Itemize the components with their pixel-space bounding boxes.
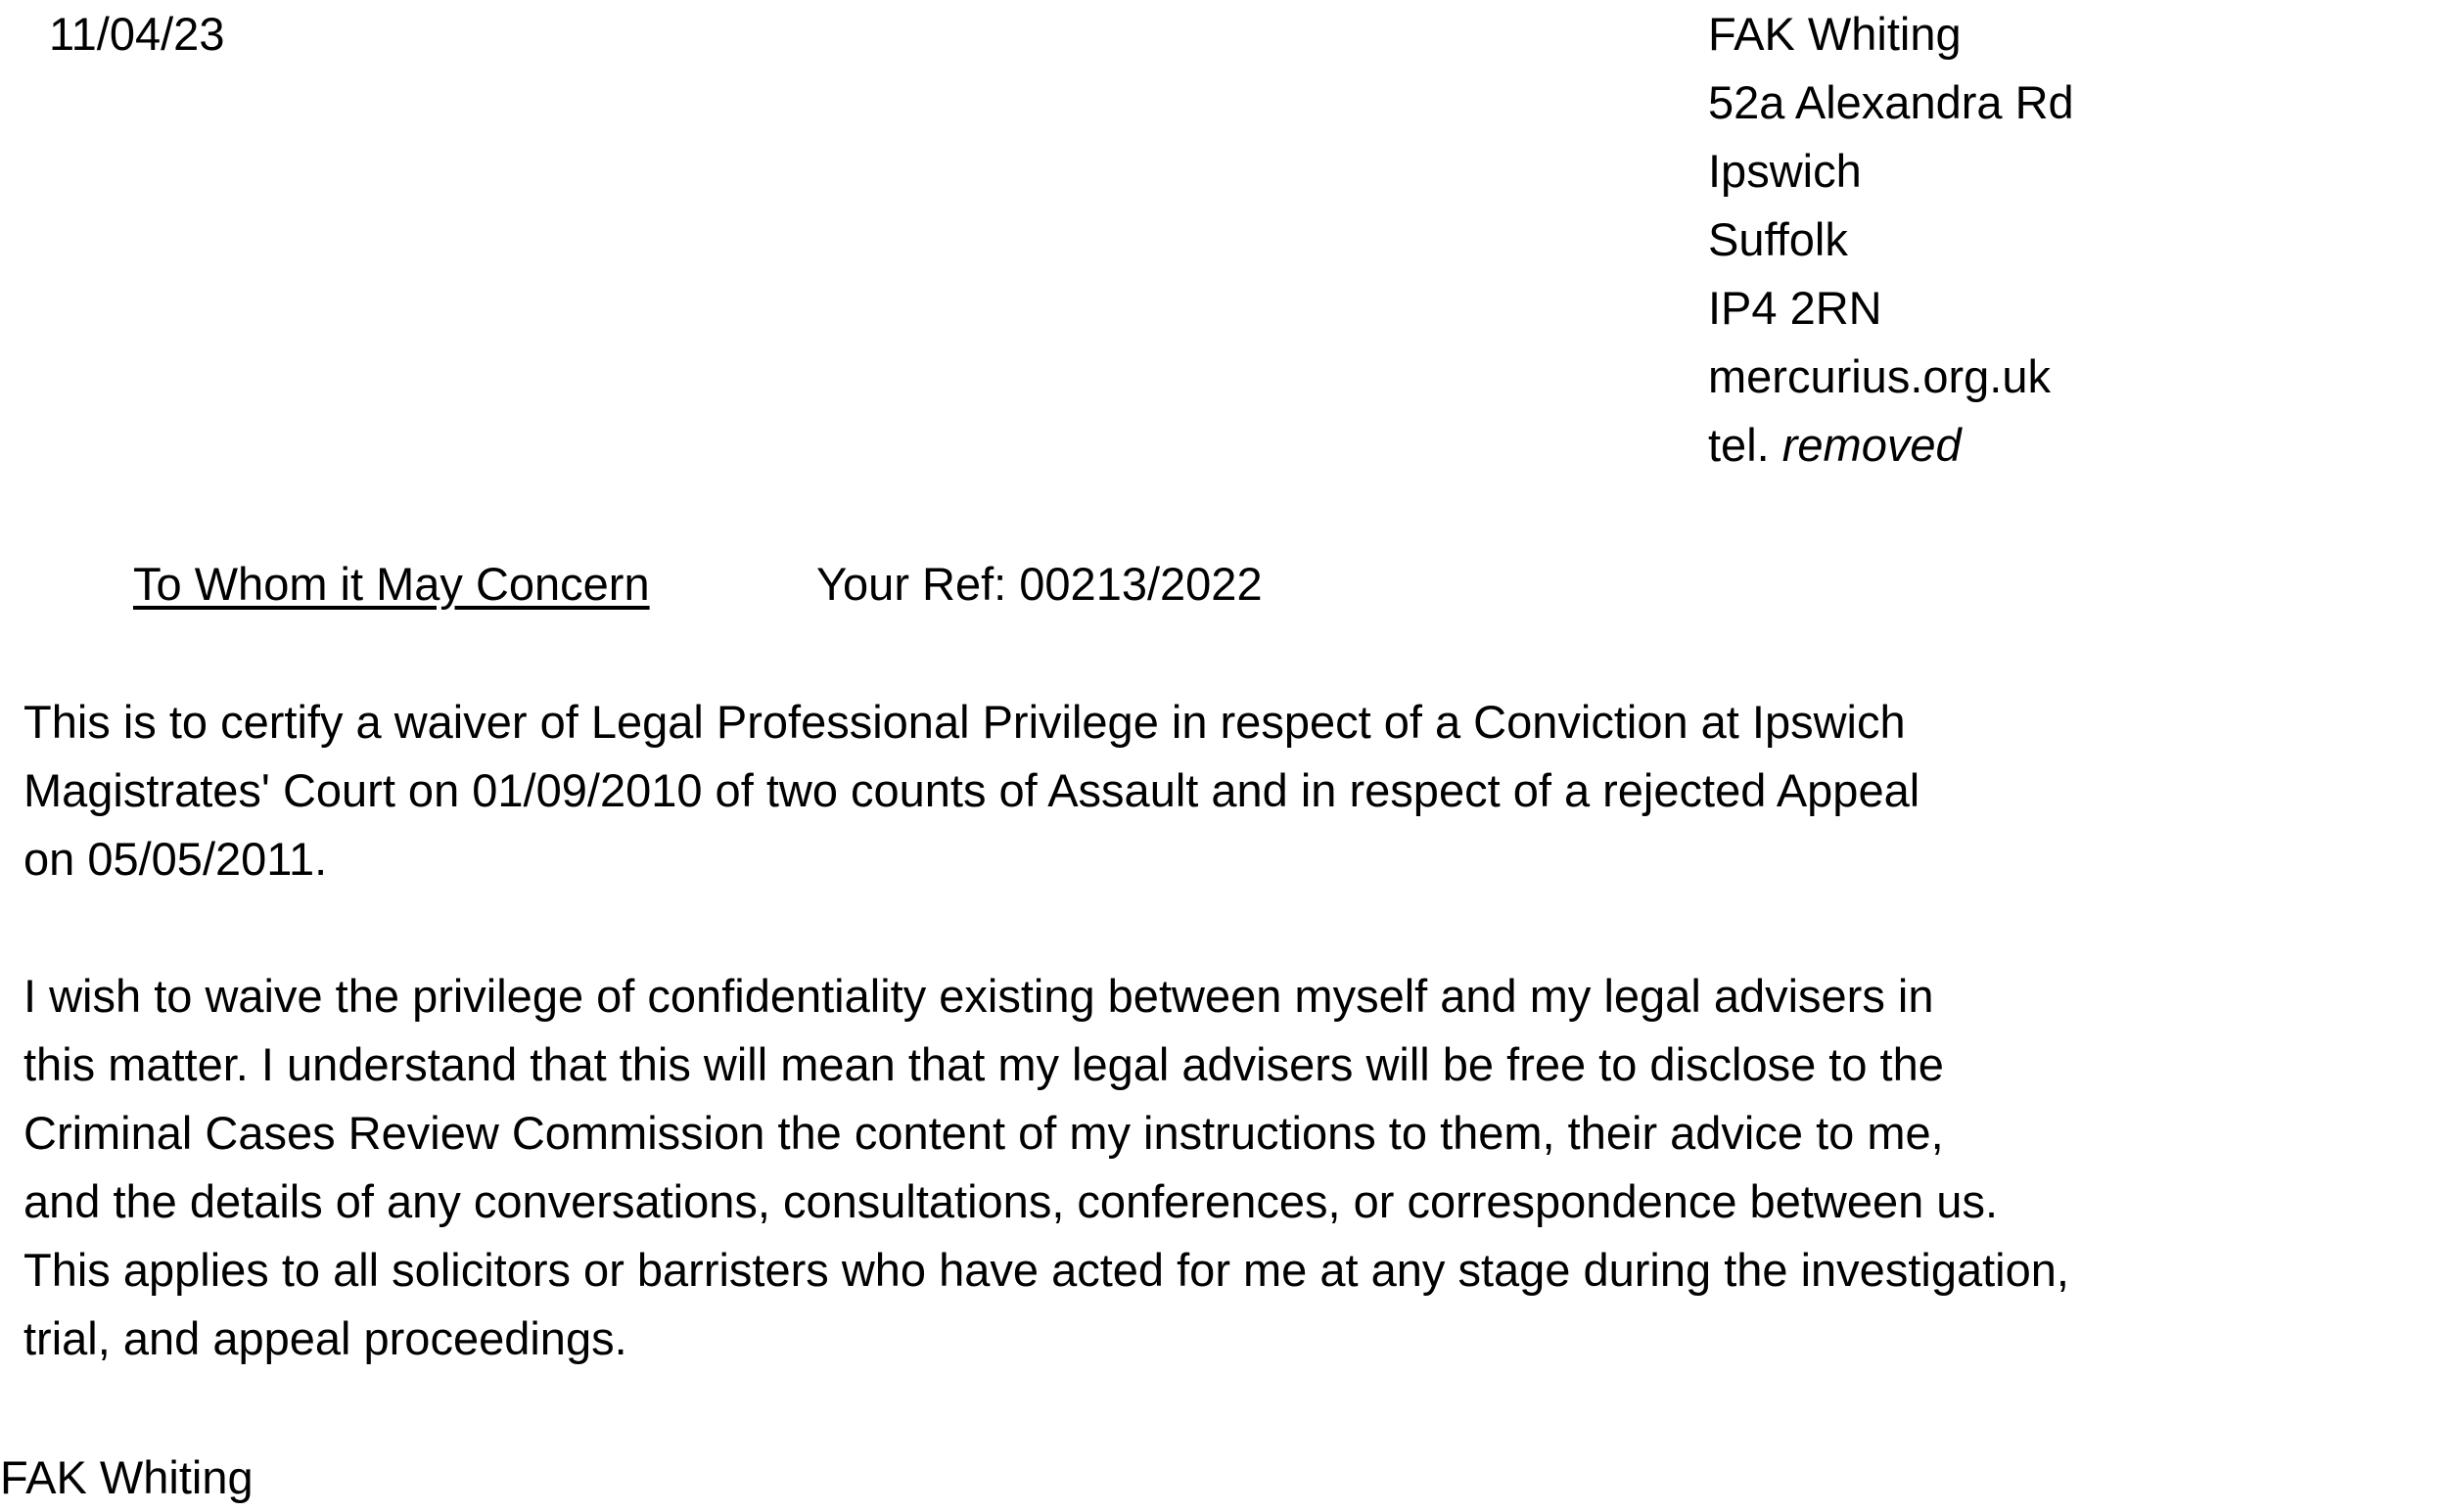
sender-tel — [1708, 411, 2074, 480]
paragraph-line: on 05/05/2011. — [23, 833, 328, 885]
sender-tel-label: tel. — [1708, 419, 1770, 471]
signature-name: FAK Whiting — [0, 1451, 254, 1503]
sender-address — [1708, 0, 2074, 480]
sender-street: 52a Alexandra Rd — [1708, 76, 2074, 128]
paragraph-waiver-details — [23, 962, 2069, 1373]
paragraph-line: Criminal Cases Review Commission the content of my instructions to them, their advice to me, — [23, 1107, 1944, 1159]
paragraph-line: and the details of any conversations, consultations, conferences, or correspondence between us. — [23, 1175, 1999, 1227]
sender-website: mercurius.org.uk — [1708, 350, 2051, 402]
paragraph-line: This applies to all solicitors or barristers who have acted for me at any stage during the investigation, — [23, 1244, 2069, 1296]
sender-name: FAK Whiting — [1708, 8, 1962, 60]
paragraph-line: this matter. I understand that this will mean that my legal advisers will be free to disclose to the — [23, 1038, 1944, 1090]
paragraph-line: Magistrates' Court on 01/09/2010 of two counts of Assault and in respect of a rejected Appeal — [23, 764, 1920, 816]
sender-town: Ipswich — [1708, 145, 1862, 197]
sender-tel-value: removed — [1781, 419, 1962, 471]
sender-postcode: IP4 2RN — [1708, 282, 1882, 334]
letter-date: 11/04/23 — [49, 8, 225, 60]
paragraph-line: This is to certify a waiver of Legal Professional Privilege in respect of a Conviction at Ipswich — [23, 696, 1906, 748]
paragraph-line: trial, and appeal proceedings. — [23, 1312, 627, 1364]
reference-number: Your Ref: 00213/2022 — [816, 558, 1263, 610]
salutation: To Whom it May Concern — [133, 558, 650, 610]
paragraph-line: I wish to waive the privilege of confidentiality existing between myself and my legal advisers in — [23, 970, 1934, 1022]
paragraph-waiver-certification — [23, 688, 1919, 893]
sender-county: Suffolk — [1708, 213, 1848, 265]
